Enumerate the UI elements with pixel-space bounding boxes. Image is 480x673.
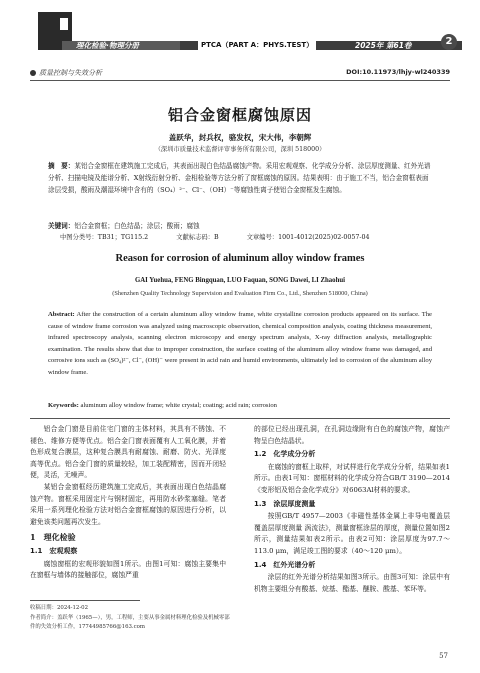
authors-en: GAI Yuehua, FENG Bingquan, LUO Faquan, SONG Dawei, LI Zhaohui — [134, 277, 346, 284]
section-text: 质量控制与失效分析 — [39, 69, 102, 77]
affiliation-en: (Shenzhen Quality Technology Supervision and Evaluation Firm Co., Ltd., Shenzhen 518000, China) — [112, 290, 368, 297]
issue-number-badge: 2 — [441, 34, 457, 50]
abstract-en — [48, 309, 432, 379]
section-heading-1-2: 1.2 化学成分分析 — [254, 450, 316, 459]
section-heading-1-3: 1.3 涂层厚度测量 — [254, 499, 316, 508]
bullet-icon — [30, 70, 36, 76]
intro-paragraph-1: 铝合金门窗是目前住宅门窗的主体材料，其具有不锈蚀、不褪色、维修方便等优点。铝合金门窗表面覆有人工氧化膜，并着色形成复合膜层，这种复合膜具有耐腐蚀、耐磨、防火、光泽度高等优点。铝合金门窗的质量较轻，加工装配精密，因而开闭轻便，灵活，无噪声。 — [30, 425, 226, 480]
document-code: 文献标志码：B — [176, 234, 219, 241]
footnote-author: 作者简介：盖跃华（1965—），男，工程师，主要从事金属材料理化检验及机械零部件的失效分析工作，17744985766@163.com — [30, 615, 230, 630]
abstract-divider — [30, 418, 450, 419]
continued-paragraph: 的部位已经出现孔洞，在孔洞边缘附有白色的腐蚀产物，腐蚀产物呈白色结晶状。 — [254, 425, 450, 445]
issue-label: 2025年 第61卷 — [355, 41, 412, 50]
section-1-3-text: 按照GB/T 4957—2003《非磁性基体金属上非导电覆盖层 覆盖层厚度测量 涡流法》，测量窗框涂层的厚度，测量位置如图2所示，测量结果如表2所示。由表2可知：涂层厚度为97.7～113.0 μm，满足竣工图的要求（40～120 μm）。 — [254, 512, 450, 555]
keywords-en-text: aluminum alloy window frame; white crystal; coating; acid rain; corrosion — [80, 402, 277, 409]
footnote-received: 收稿日期：2024-12-02 — [30, 605, 89, 611]
section-label — [30, 68, 102, 78]
keywords-cn-text: 铝合金窗框；白色结晶；涂层；酸雨；腐蚀 — [74, 222, 200, 230]
body-right-column — [254, 424, 450, 595]
header-divider — [30, 80, 450, 81]
journal-category: 理化检验·物理分册 — [76, 41, 139, 50]
intro-paragraph-2: 某铝合金窗框经历建筑施工完成后，其表面出现白色结晶腐蚀产物。窗框采用固定片与钢材固定，再用防水砂浆塞缝。笔者采用一系列理化检验方法对铝合金窗框腐蚀的原因进行分析，以避免该类问题再次发生。 — [30, 482, 226, 526]
journal-logo-cutout — [60, 18, 68, 30]
abstract-en-label: Abstract: — [48, 311, 75, 318]
affiliation-cn: （深圳市质量技术监督评审事务所有限公司，深圳 518000） — [154, 146, 326, 153]
clc-number: 中图分类号：TB31；TG115.2 — [60, 234, 149, 241]
abstract-cn-label: 摘 要： — [48, 162, 75, 170]
section-heading-1-1: 1.1 宏观观察 — [30, 546, 78, 555]
section-1-2-text: 在腐蚀的窗框上取样，对试样进行化学成分分析，结果如表1所示。由表1可知：窗框材料的化学成分符合GB/T 3190—2014《变形铝及铝合金化学成分》对6063Al材料的要求。 — [254, 462, 450, 494]
title-cn: 铝合金窗框腐蚀原因 — [167, 106, 312, 124]
title-en: Reason for corrosion of aluminum alloy window frames — [115, 253, 365, 264]
keywords-cn-label: 关键词： — [48, 222, 75, 230]
section-1-4-text: 涂层的红外光谱分析结果如图3所示。由图3可知：涂层中有机物主要组分有酸基、烷基、酯基、醚胺、酸基、苯环等。 — [254, 573, 450, 593]
keywords-en — [48, 402, 432, 409]
authors-cn: 盖跃华，封兵权，骆发权，宋大伟，李朝辉 — [168, 133, 312, 142]
section-heading-1: 1 理化检验 — [30, 532, 76, 543]
doi: DOI:10.11973/lhjy-wl240339 — [346, 68, 450, 76]
keywords-en-label: Keywords: — [48, 402, 79, 409]
body-left-column — [30, 424, 226, 582]
article-number: 文章编号：1001-4012(2025)02-0057-04 — [246, 234, 370, 241]
journal-name: PTCA（PART A：PHYS.TEST） — [198, 40, 316, 50]
section-1-1-text: 腐蚀窗框的宏观形貌如图1所示。由图1可知：腐蚀主要集中在窗框与墙体的接触部位，腐蚀严重 — [30, 559, 226, 580]
section-heading-1-4: 1.4 红外光谱分析 — [254, 560, 316, 569]
footnote-divider — [30, 600, 140, 601]
keywords-cn — [48, 220, 432, 232]
abstract-cn-text: 某铝合金窗框在建筑施工完成后，其表面出现白色结晶腐蚀产物。采用宏观观察、化学成分分析、涂层厚度测量、红外光谱分析、扫描电镜及能谱分析、X射线衍射分析、金相检验等方法分析了窗框腐蚀的原因。结果表明：由于施工不当，铝合金窗框表面涂层受损，酸雨及潮湿环境中含有的（SO₄）²⁻、Cl⁻、（OH）⁻等腐蚀性离子使铝合金窗框发生腐蚀。 — [48, 162, 431, 194]
abstract-cn — [48, 160, 432, 196]
classification-row — [60, 232, 398, 241]
page-number: 57 — [439, 652, 448, 660]
abstract-en-text: After the construction of a certain aluminum alloy window frame, white crystalline corrosion products appeared on its surface. The cause of window frame corrosion was analyzed using macroscopic observation, chemical composition analysis, coating thickness measurement, infrared spectroscopy analysis, scanning electron microscopy and energy spectrum analysis, X-ray diffraction analysis, metallographic examination. The results show that due to improper construction, the surface coating of the aluminum alloy window frame was damaged, and corrosive ions such as (SO₄)²⁻, Cl⁻, (OH)⁻ were present in acid rain and humid environments, ultimately led to corrosion of the aluminum alloy window frame. — [48, 311, 432, 376]
